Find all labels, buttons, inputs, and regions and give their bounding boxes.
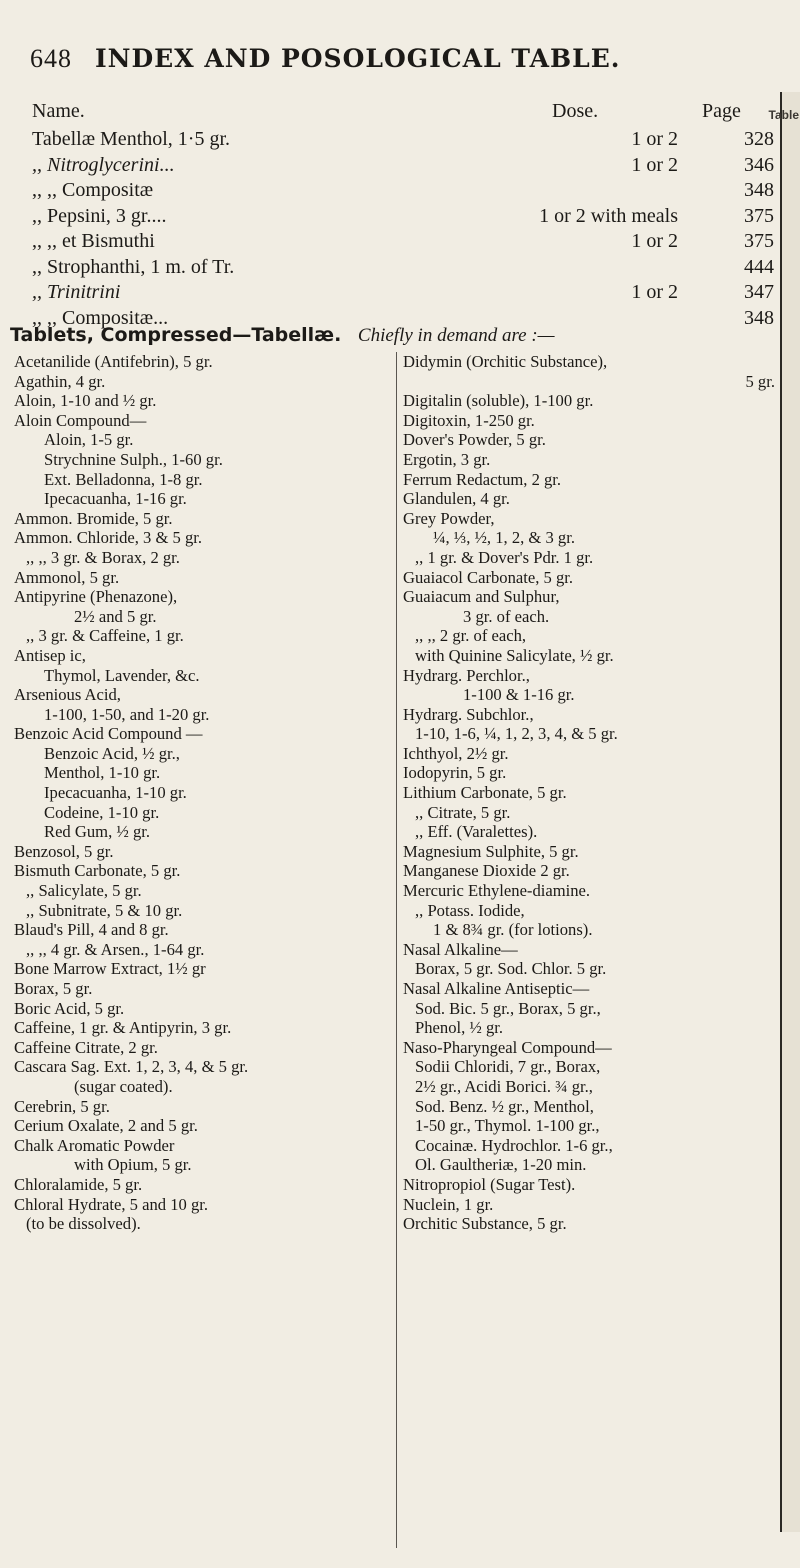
index-entry: Digitoxin, 1-250 gr. <box>403 410 535 430</box>
index-entry: Chloral Hydrate, 5 and 10 gr. <box>14 1194 209 1214</box>
row-dose: 1 or 2 <box>631 128 678 150</box>
index-entry: 2½ and 5 gr. <box>74 606 157 626</box>
page-number: 648 <box>30 44 72 73</box>
index-entry: Magnesium Sulphite, 5 gr. <box>403 841 579 861</box>
dose-table-row <box>32 256 774 282</box>
index-entry: 1-10, 1-6, ¼, 1, 2, 3, 4, & 5 gr. <box>415 724 618 744</box>
index-entry: Guaiacol Carbonate, 5 gr. <box>403 567 574 587</box>
index-entry: ,, 1 gr. & Dover's Pdr. 1 gr. <box>415 547 594 567</box>
row-name: ,, Pepsini, 3 gr.... <box>32 204 167 227</box>
index-entry: Ext. Belladonna, 1-8 gr. <box>44 469 203 489</box>
index-entry: Borax, 5 gr. <box>14 979 93 998</box>
row-name: ,, Trinitrini <box>32 281 121 303</box>
index-entry: ,, 3 gr. & Caffeine, 1 gr. <box>26 626 184 646</box>
index-entry: Aloin, 1-10 and ½ gr. <box>14 391 157 411</box>
index-entry: Codeine, 1-10 gr. <box>44 802 160 822</box>
index-entry: Strychnine Sulph., 1-60 gr. <box>44 449 223 469</box>
dose-table-row <box>32 128 774 154</box>
index-entry: Benzoic Acid Compound — <box>14 724 203 744</box>
index-entry: Ipecacuanha, 1-16 gr. <box>44 489 187 509</box>
dose-table-row <box>32 179 774 205</box>
index-entry: Nitropropiol (Sugar Test). <box>403 1174 576 1194</box>
index-entry: Acetanilide (Antifebrin), 5 gr. <box>14 352 213 371</box>
dose-table-row <box>32 205 774 231</box>
row-dose: 1 or 2 <box>631 153 678 176</box>
index-entry: Iodopyrin, 5 gr. <box>403 763 507 783</box>
index-entry: (sugar coated). <box>74 1076 173 1096</box>
index-entry: Caffeine, 1 gr. & Antipyrin, 3 gr. <box>14 1018 232 1038</box>
index-entry: Cerium Oxalate, 2 and 5 gr. <box>14 1116 198 1136</box>
index-entry: ,, Potass. Iodide, <box>415 900 525 920</box>
index-entry: 1-50 gr., Thymol. 1-100 gr., <box>415 1116 600 1136</box>
index-entry: ¼, ⅓, ½, 1, 2, & 3 gr. <box>433 528 575 548</box>
row-name: ,, ,, et Bismuthi <box>32 230 155 252</box>
index-entry: 1-100, 1-50, and 1-20 gr. <box>44 704 210 724</box>
right-column <box>396 352 781 1548</box>
index-entry: ,, Citrate, 5 gr. <box>415 802 511 822</box>
tablets-subheading: Chiefly in demand are :— <box>357 325 555 346</box>
index-entry: 1-100 & 1-16 gr. <box>463 685 575 705</box>
col-dose-header: Dose. <box>552 100 599 122</box>
row-page: 346 <box>744 153 774 176</box>
index-entry: Red Gum, ½ gr. <box>44 822 151 842</box>
page-header <box>30 44 620 74</box>
index-entry: Cocainæ. Hydrochlor. 1-6 gr., <box>415 1135 613 1155</box>
index-entry: Orchitic Substance, 5 gr. <box>403 1214 567 1234</box>
index-entry: ,, ,, 4 gr. & Arsen., 1-64 gr. <box>26 939 205 959</box>
row-page: 348 <box>744 179 774 201</box>
left-column <box>14 352 390 1234</box>
index-entry: Borax, 5 gr. Sod. Chlor. 5 gr. <box>415 959 607 979</box>
index-entry: Sod. Benz. ½ gr., Menthol, <box>415 1096 594 1116</box>
index-entry: Aloin, 1-5 gr. <box>44 430 134 450</box>
row-name: ,, ,, Compositæ <box>32 179 154 201</box>
index-entry: Phenol, ½ gr. <box>415 1018 504 1038</box>
index-entry: Lithium Carbonate, 5 gr. <box>403 783 567 803</box>
index-entry: Manganese Dioxide 2 gr. <box>403 861 570 881</box>
col-page-header: Page <box>702 100 741 122</box>
index-entry: Boric Acid, 5 gr. <box>14 998 125 1018</box>
row-page: 348 <box>744 306 774 329</box>
index-entry: with Quinine Salicylate, ½ gr. <box>415 645 614 665</box>
row-name: ,, Strophanthi, 1 m. of Tr. <box>32 255 235 278</box>
row-name: ,, ,, Compositæ... <box>32 306 169 329</box>
row-page: 347 <box>744 281 774 303</box>
index-entry: Bismuth Carbonate, 5 gr. <box>14 861 181 881</box>
index-entry: Naso-Pharyngeal Compound— <box>403 1037 612 1057</box>
index-entry: ,, Eff. (Varalettes). <box>415 822 538 842</box>
page-title: INDEX AND POSOLOGICAL TABLE. <box>94 44 621 73</box>
row-page: 328 <box>744 128 774 150</box>
row-page: 444 <box>744 255 774 278</box>
row-name: ,, Nitroglycerini... <box>32 153 175 176</box>
index-entry: Dover's Powder, 5 gr. <box>403 430 546 450</box>
row-name: Tabellæ Menthol, 1·5 gr. <box>32 128 231 150</box>
row-dose: 1 or 2 <box>631 281 678 303</box>
tablets-heading-text: Tablets, Compressed—Tabellæ. <box>10 324 342 346</box>
index-entry: Caffeine Citrate, 2 gr. <box>14 1037 158 1057</box>
index-entry: Hydrarg. Subchlor., <box>403 704 534 724</box>
index-entry: Glandulen, 4 gr. <box>403 489 510 509</box>
index-entry: Nasal Alkaline— <box>403 939 518 959</box>
index-entry: ,, ,, 3 gr. & Borax, 2 gr. <box>26 547 180 567</box>
dose-table-row <box>32 230 774 256</box>
col-name-header: Name. <box>32 100 85 122</box>
index-entry: Ammon. Bromide, 5 gr. <box>14 508 173 528</box>
index-entry: with Opium, 5 gr. <box>74 1155 192 1175</box>
edge-tab-label: Table <box>768 108 799 122</box>
index-entry: Mercuric Ethylene-diamine. <box>403 881 591 901</box>
index-entry: 5 gr. <box>745 371 775 391</box>
row-page: 375 <box>744 204 774 227</box>
index-entry: Ergotin, 3 gr. <box>403 449 491 469</box>
index-entry: Didymin (Orchitic Substance), <box>403 352 608 371</box>
index-entry: Cerebrin, 5 gr. <box>14 1096 110 1116</box>
index-entry: Antipyrine (Phenazone), <box>14 587 178 607</box>
row-page: 375 <box>744 230 774 252</box>
dose-table <box>32 100 774 332</box>
row-dose: 1 or 2 with meals <box>539 204 678 227</box>
index-entry: Grey Powder, <box>403 508 495 528</box>
index-entry: Benzoic Acid, ½ gr., <box>44 743 180 763</box>
index-entry: Nasal Alkaline Antiseptic— <box>403 979 590 998</box>
index-entry: Ammon. Chloride, 3 & 5 gr. <box>14 528 203 548</box>
index-entry: Ammonol, 5 gr. <box>14 567 120 587</box>
index-entry: 1 & 8¾ gr. (for lotions). <box>433 920 593 940</box>
index-entry: Ichthyol, 2½ gr. <box>403 743 509 763</box>
index-entry: Aloin Compound— <box>14 410 147 430</box>
index-entry: Nuclein, 1 gr. <box>403 1194 494 1214</box>
index-entry: Bone Marrow Extract, 1½ gr <box>14 959 206 979</box>
index-entry: Guaiacum and Sulphur, <box>403 587 560 607</box>
index-entry: Blaud's Pill, 4 and 8 gr. <box>14 920 169 940</box>
index-entry: ,, ,, 2 gr. of each, <box>415 626 527 646</box>
index-entry: Hydrarg. Perchlor., <box>403 665 530 685</box>
dose-table-row <box>32 281 774 307</box>
index-entry: Sod. Bic. 5 gr., Borax, 5 gr., <box>415 998 601 1018</box>
index-entry: Chloralamide, 5 gr. <box>14 1174 143 1194</box>
index-entry: Agathin, 4 gr. <box>14 371 106 391</box>
index-entry: Ol. Gaultheriæ, 1-20 min. <box>415 1155 587 1175</box>
index-entry: 3 gr. of each. <box>463 606 550 626</box>
index-entry: Ipecacuanha, 1-10 gr. <box>44 783 187 803</box>
index-entry: (to be dissolved). <box>26 1214 141 1234</box>
index-entry: Chalk Aromatic Powder <box>14 1135 175 1155</box>
index-entry: Antisep ic, <box>14 645 86 665</box>
index-entry: Sodii Chloridi, 7 gr., Borax, <box>415 1057 601 1077</box>
index-entry: Menthol, 1-10 gr. <box>44 763 161 783</box>
row-dose: 1 or 2 <box>631 230 678 252</box>
index-entry: Thymol, Lavender, &c. <box>44 665 200 685</box>
index-entry: 2½ gr., Acidi Borici. ¾ gr., <box>415 1076 593 1096</box>
dose-table-row <box>32 154 774 180</box>
page-edge <box>780 92 800 1532</box>
index-entry: ,, Subnitrate, 5 & 10 gr. <box>26 900 183 920</box>
index-entry: ,, Salicylate, 5 gr. <box>26 881 142 901</box>
index-entry: Cascara Sag. Ext. 1, 2, 3, 4, & 5 gr. <box>14 1057 249 1077</box>
index-entry: Digitalin (soluble), 1-100 gr. <box>403 391 594 411</box>
index-entry: Ferrum Redactum, 2 gr. <box>403 469 562 489</box>
tablets-heading <box>10 324 555 347</box>
index-entry: Benzosol, 5 gr. <box>14 841 114 861</box>
dose-table-header <box>32 100 774 128</box>
index-entry: Arsenious Acid, <box>14 685 121 705</box>
